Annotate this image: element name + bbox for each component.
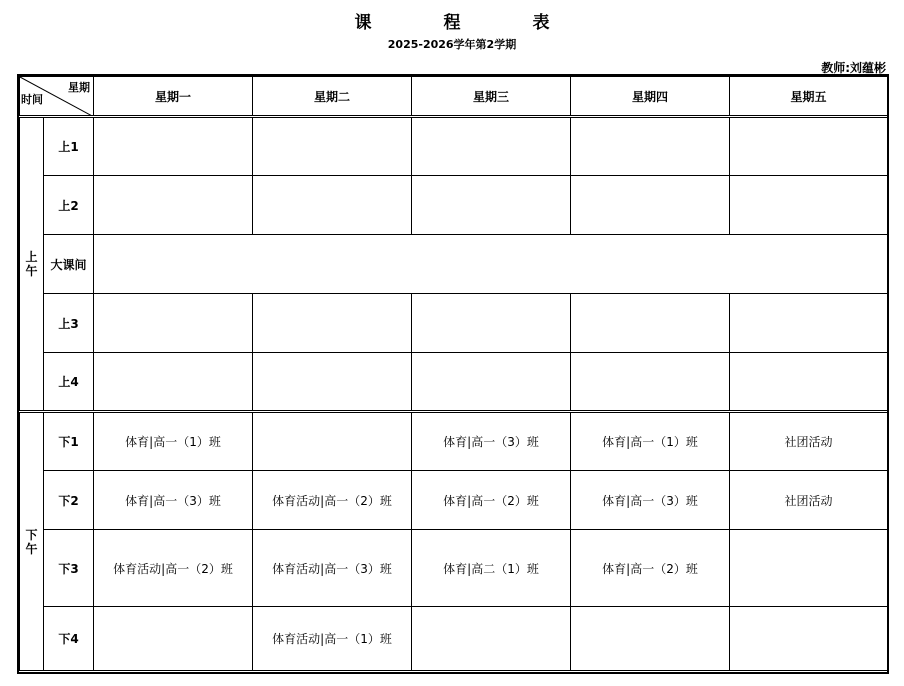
class-cell <box>94 353 253 412</box>
class-cell <box>571 353 730 412</box>
period-label: 上4 <box>44 353 94 412</box>
class-cell: 体育|高一（2）班 <box>412 471 571 530</box>
class-cell: 体育活动|高一（2）班 <box>253 471 412 530</box>
block-char: 下 <box>25 527 38 542</box>
afternoon-block-label <box>20 412 44 671</box>
class-cell: 体育活动|高一（3）班 <box>253 530 412 607</box>
period-label: 下4 <box>44 607 94 671</box>
class-cell: 体育|高一（2）班 <box>571 530 730 607</box>
title-char: 课 <box>354 13 372 33</box>
corner-cell <box>20 77 94 117</box>
class-cell: 社团活动 <box>730 471 888 530</box>
title-char: 程 <box>443 13 461 33</box>
period-label: 上1 <box>44 117 94 176</box>
period-label: 上2 <box>44 176 94 235</box>
period-row <box>20 294 888 353</box>
break-cell <box>94 235 888 294</box>
period-row <box>20 117 888 176</box>
class-cell <box>94 117 253 176</box>
block-char: 午 <box>25 541 38 556</box>
corner-time-label: 时间 <box>21 93 43 106</box>
morning-block-label <box>20 117 44 412</box>
break-label: 大课间 <box>44 235 94 294</box>
class-cell <box>412 607 571 671</box>
period-label: 下3 <box>44 530 94 607</box>
class-cell: 体育|高一（3）班 <box>412 412 571 471</box>
class-cell <box>730 353 888 412</box>
class-cell: 体育|高一（3）班 <box>571 471 730 530</box>
class-cell: 体育|高二（1）班 <box>412 530 571 607</box>
class-cell <box>412 176 571 235</box>
period-label: 下1 <box>44 412 94 471</box>
class-cell <box>94 607 253 671</box>
corner-day-label: 星期 <box>68 81 90 94</box>
teacher-name: 教师:刘蕴彬 <box>821 61 886 75</box>
break-row <box>20 235 888 294</box>
period-label: 上3 <box>44 294 94 353</box>
class-cell: 体育|高一（3）班 <box>94 471 253 530</box>
period-row <box>20 353 888 412</box>
class-cell <box>253 294 412 353</box>
class-cell <box>730 530 888 607</box>
class-cell <box>94 176 253 235</box>
day-header: 星期五 <box>730 77 888 117</box>
block-char: 午 <box>25 264 38 278</box>
class-cell <box>730 294 888 353</box>
class-cell <box>253 353 412 412</box>
class-cell <box>571 607 730 671</box>
semester-subtitle: 2025-2026学年第2学期 <box>387 38 517 51</box>
page-title <box>0 8 904 32</box>
class-cell <box>412 294 571 353</box>
class-cell: 体育|高一（1）班 <box>571 412 730 471</box>
class-cell: 体育|高一（1）班 <box>94 412 253 471</box>
class-cell <box>571 294 730 353</box>
class-cell <box>571 117 730 176</box>
class-cell: 体育活动|高一（2）班 <box>94 530 253 607</box>
class-cell: 社团活动 <box>730 412 888 471</box>
period-row <box>20 530 888 607</box>
class-cell <box>253 117 412 176</box>
class-cell <box>412 353 571 412</box>
title-char: 表 <box>532 13 550 33</box>
period-row <box>20 412 888 471</box>
class-cell <box>730 176 888 235</box>
period-row <box>20 471 888 530</box>
class-cell <box>730 607 888 671</box>
period-row <box>20 176 888 235</box>
class-cell <box>412 117 571 176</box>
class-cell <box>571 176 730 235</box>
class-cell <box>253 176 412 235</box>
class-cell <box>94 294 253 353</box>
day-header: 星期二 <box>253 77 412 117</box>
period-row <box>20 607 888 671</box>
period-label: 下2 <box>44 471 94 530</box>
header-row <box>20 77 888 117</box>
class-cell <box>253 412 412 471</box>
schedule-table <box>19 76 888 671</box>
day-header: 星期四 <box>571 77 730 117</box>
class-cell: 体育活动|高一（1）班 <box>253 607 412 671</box>
day-header: 星期一 <box>94 77 253 117</box>
day-header: 星期三 <box>412 77 571 117</box>
block-char: 上 <box>25 250 38 264</box>
class-cell <box>730 117 888 176</box>
